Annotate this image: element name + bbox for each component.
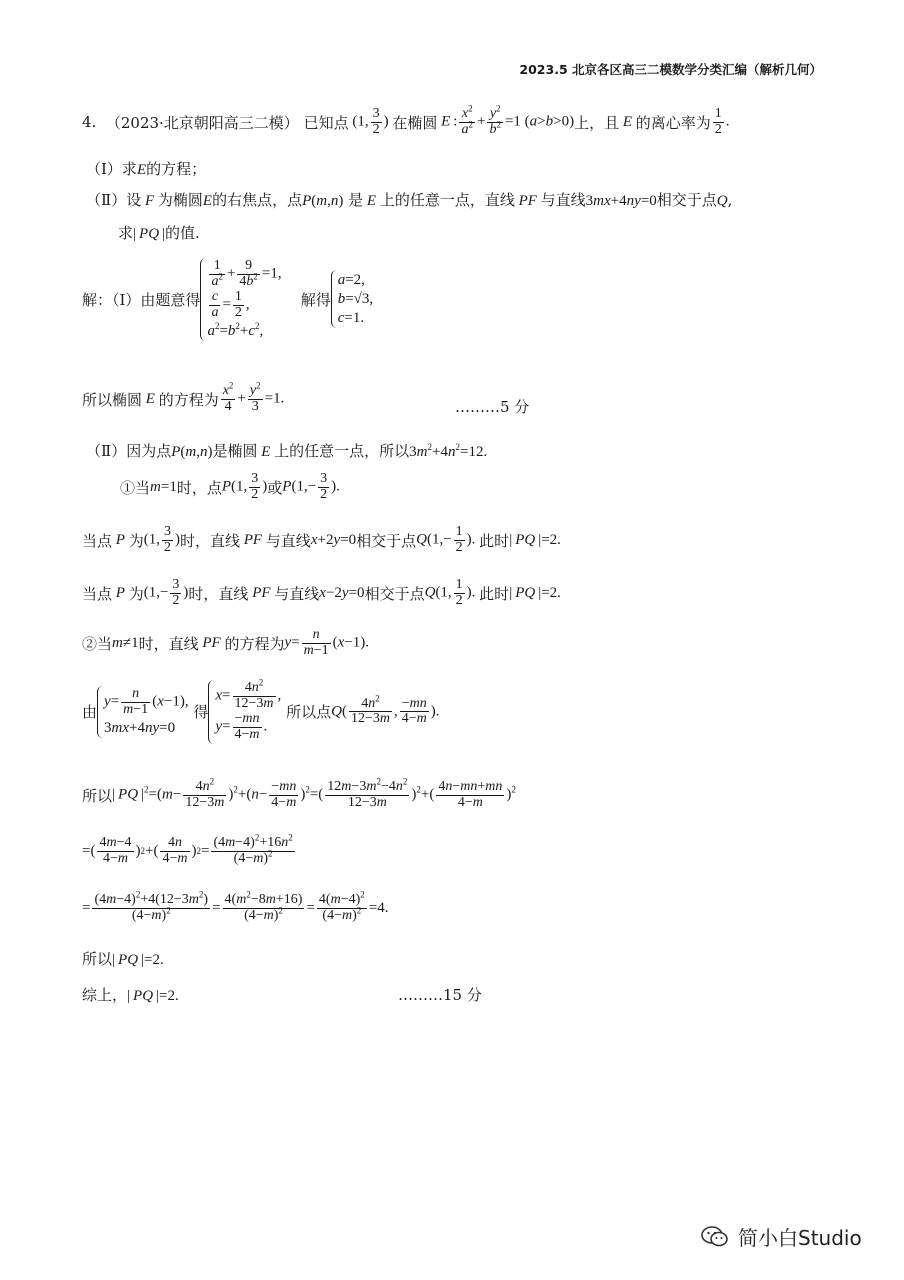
watermark-text: 简小白Studio	[738, 1226, 862, 1250]
part-text: 的右焦点，点	[212, 191, 303, 209]
score-5: ………5 分	[455, 398, 530, 416]
solution-text: 上的任意一点，所以	[274, 442, 410, 460]
solution-text: 与直线	[274, 584, 320, 603]
solution-text: 所以点	[286, 703, 332, 722]
solution-text: 时，直线	[179, 531, 240, 550]
part-text: 相交于点	[656, 191, 717, 209]
part-1: （Ⅰ）求E的方程；	[86, 160, 207, 178]
system-3: y= $\frac{n}{m-1}$ (x−1), 3mx+4ny=0	[97, 686, 189, 737]
summary: 综上，| PQ |=2.	[82, 986, 179, 1004]
stem-text: 在椭圆	[392, 113, 438, 132]
part-text: 的值.	[165, 224, 200, 242]
solution-text: 时，直线	[138, 634, 199, 653]
math: (1, $\frac{3}{2}$ )	[348, 106, 393, 137]
pq-step-2: =( $\frac{4m-4}{4-m}$ ) 2 +( $\frac{4n}{4-m}$ ) 2 = $\frac{(4m-4)^2+16n^2}{(4-m)^2}$	[82, 832, 293, 866]
system-2: a=2, b=√3, c=1.	[331, 270, 373, 328]
solution-text: 此时	[479, 584, 510, 603]
part-2: （Ⅱ）设 F 为椭圆E的右焦点，点P(m,n) 是 E 上的任意一点，直线 PF 与直线3mx+4ny=0相交于点Q,	[86, 191, 733, 209]
part-text: 是	[348, 191, 364, 209]
solution-text: 所以	[82, 950, 113, 968]
solution-text: 所以椭圆	[82, 390, 143, 409]
solution-ellipse: 所以椭圆 E 的方程为 $\frac{x^2}{4}$ + $\frac{y^2}{3}$ =1.	[82, 380, 285, 414]
case-1-line-b: 当点 P 为 (1,− $\frac{3}{2}$ ) 时，直线 PF 与直线 x−2y=0 相交于点 Q(1, $\frac{1}{2}$ ). 此时 | PQ |=2.	[82, 577, 561, 608]
case-1-line-a: 当点 P 为 (1, $\frac{3}{2}$ ) 时，直线 PF 与直线 x+2y=0 相交于点 Q(1,− $\frac{1}{2}$ ). 此时 | PQ |=2.	[82, 524, 561, 555]
part-text: 求	[118, 224, 134, 242]
solution-text: 所以	[82, 786, 113, 805]
solution-text: 为	[128, 584, 144, 603]
solution-text: 综上，	[82, 986, 128, 1004]
problem-source: （2023·北京朝阳高三二模）	[105, 113, 299, 132]
wechat-icon	[700, 1224, 730, 1250]
solution-text: 的方程为	[158, 390, 219, 409]
pq-squared: 所以 | PQ $|^2=(m-$ $\frac{4n^2}{12-3m}$ )$^2$+(n− $\frac{-mn}{4-m}$ )$^2$=( $\frac{12m-3m^2-4n^2}{12-3m}$ )$^2$+( $\frac{4n-mn+mn}{4-m}$ )$^2$	[82, 776, 516, 810]
case-1: ①当 m=1 时，点 P(1, $\frac{3}{2}$ ) 或 P(1,− $\frac{3}{2}$ ).	[120, 471, 340, 502]
solution-text: 解得	[300, 290, 331, 309]
solution-text: 解：（Ⅰ）由题意得	[82, 290, 201, 309]
solution-text: 为	[128, 531, 144, 550]
score-15: ………15 分	[398, 986, 482, 1004]
part-text: （Ⅱ）设	[86, 191, 142, 209]
solution-text: 的方程为	[224, 634, 285, 653]
solution-text: ①当	[120, 478, 151, 497]
system-4: x= $\frac{4n^2}{12-3m}$ , y= $\frac{-mn}{4-m}$ .	[208, 680, 281, 744]
solution-text: 与直线	[265, 531, 311, 550]
page-header: 2023.5 北京各区高三二模数学分类汇编（解析几何）	[519, 62, 822, 77]
stem-text: 上，且	[574, 113, 620, 132]
math: $\frac{1}{2}$ .	[714, 106, 730, 137]
solution-text: 时，直线	[188, 584, 249, 603]
part-text: 上的任意一点，直线	[379, 191, 515, 209]
pq-step-3: = $\frac{(4m-4)^2+4(12-3m^2)}{(4-m)^2}$ = $\frac{4(m^2-8m+16)}{(4-m)^2}$ = $\frac{4(m-4)^2}{(4-m)^2}$ =4.	[82, 889, 389, 923]
solution-text: 相交于点	[356, 531, 417, 550]
system-1: $\frac{1}{a^2}$ + $\frac{9}{4b^2}$ =1, $\frac{c}{a}$ = $\frac{1}{2}$ , $a^2=b^2+c^2$,	[200, 258, 281, 341]
part-text: 与直线	[540, 191, 586, 209]
part-text: （Ⅰ）求	[86, 160, 137, 178]
stem-text: 的离心率为	[635, 113, 711, 132]
solution-1	[82, 258, 373, 341]
problem-number: 4.	[82, 113, 97, 132]
part-text: 为椭圆	[157, 191, 203, 209]
solution-text: 或	[267, 478, 283, 497]
part2-intro: （Ⅱ）因为点P(m,n)是椭圆 E 上的任意一点，所以$3m^2+4n^2=12$.	[86, 442, 488, 460]
solution-text: （Ⅱ）因为点	[86, 442, 172, 460]
solution-text: 时，点	[176, 478, 222, 497]
watermark	[700, 1222, 862, 1251]
problem-stem	[82, 103, 730, 137]
solution-text: 由	[82, 703, 98, 722]
stem-text: 已知点	[303, 113, 349, 132]
case-2: ②当 m≠1 时，直线 PF 的方程为 y= $\frac{n}{m-1}$ (x−1).	[82, 627, 370, 658]
solution-text: 是椭圆	[212, 442, 258, 460]
solution-text: 相交于点	[364, 584, 425, 603]
pq-result: 所以| PQ |=2.	[82, 950, 164, 968]
part-text: 的方程；	[146, 160, 207, 178]
math: E	[619, 113, 636, 130]
solution-text: 当点	[82, 531, 113, 550]
math: E : $\frac{x^2}{a^2}$ + $\frac{y^2}{b^2}$ =1 (a>b>0)	[441, 103, 575, 137]
solution-text: ②当	[82, 634, 113, 653]
part-2-line2: 求| PQ |的值.	[118, 224, 200, 242]
case-2-system: 由 y= $\frac{n}{m-1}$ (x−1), 3mx+4ny=0 得 x= $\frac{4n^2}{12-3m}$ , y= $\frac{-mn}{4-m}$ . 所以点 Q( $\frac{4n^2}{12-3m}$ , $\frac{-mn}{4-m}$ ).	[82, 677, 440, 743]
solution-text: 得	[193, 703, 209, 722]
solution-text: 此时	[479, 531, 510, 550]
solution-text: 当点	[82, 584, 113, 603]
